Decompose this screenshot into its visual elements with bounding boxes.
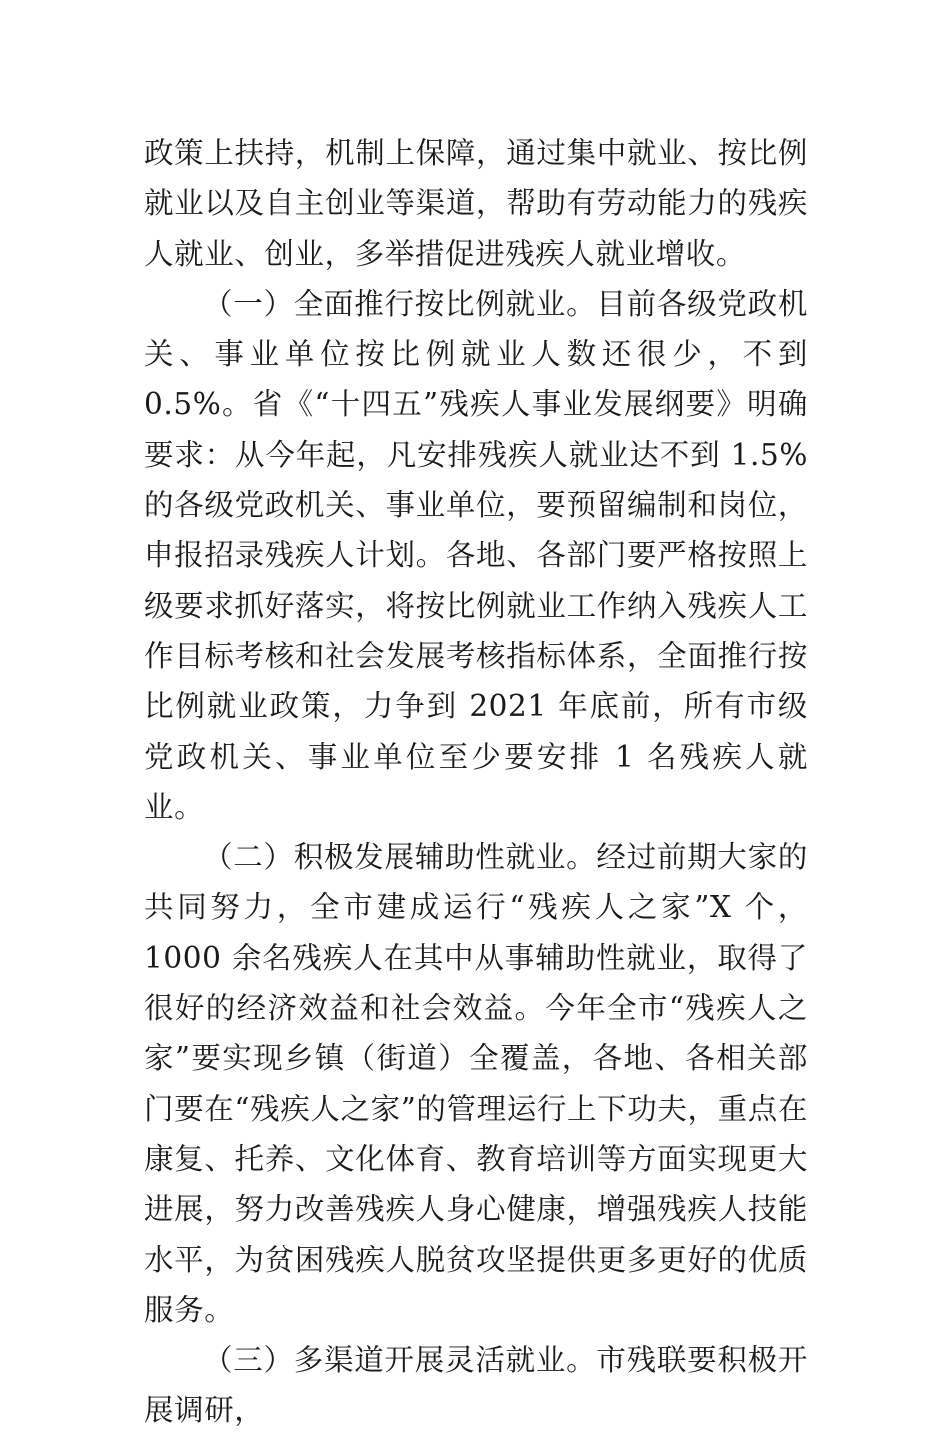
document-body [144,128,808,1436]
paragraph-proportional-employment: （一）全面推行按比例就业。目前各级党政机关、事业单位按比例就业人数还很少，不到 0.5%。省《“十四五”残疾人事业发展纲要》明确要求：从今年起，凡安排残疾人就业达不到 1.5%的各级党政机关、事业单位，要预留编制和岗位，申报招录残疾人计划。各地、各部门要严格按照上级要求抓好落实，将按比例就业工作纳入残疾人工作目标考核和社会发展考核指标体系，全面推行按比例就业政策，力争到 2021 年底前，所有市级党政机关、事业单位至少要安排 1 名残疾人就业。 [144,286,808,824]
paragraph-flexible-employment: （三）多渠道开展灵活就业。市残联要积极开展调研， [144,1343,808,1428]
paragraph-continuation: 政策上扶持，机制上保障，通过集中就业、按比例就业以及自主创业等渠道，帮助有劳动能力的残疾人就业、创业，多举措促进残疾人就业增收。 [144,136,808,271]
paragraph-auxiliary-employment: （二）积极发展辅助性就业。经过前期大家的共同努力，全市建成运行“残疾人之家”X 个，1000 余名残疾人在其中从事辅助性就业，取得了很好的经济效益和社会效益。今年全市“残疾人之家”要实现乡镇（街道）全覆盖，各地、各相关部门要在“残疾人之家”的管理运行上下功夫，重点在康复、托养、文化体育、教育培训等方面实现更大进展，努力改善残疾人身心健康，增强残疾人技能水平，为贫困残疾人脱贫攻坚提供更多更好的优质服务。 [144,840,808,1327]
